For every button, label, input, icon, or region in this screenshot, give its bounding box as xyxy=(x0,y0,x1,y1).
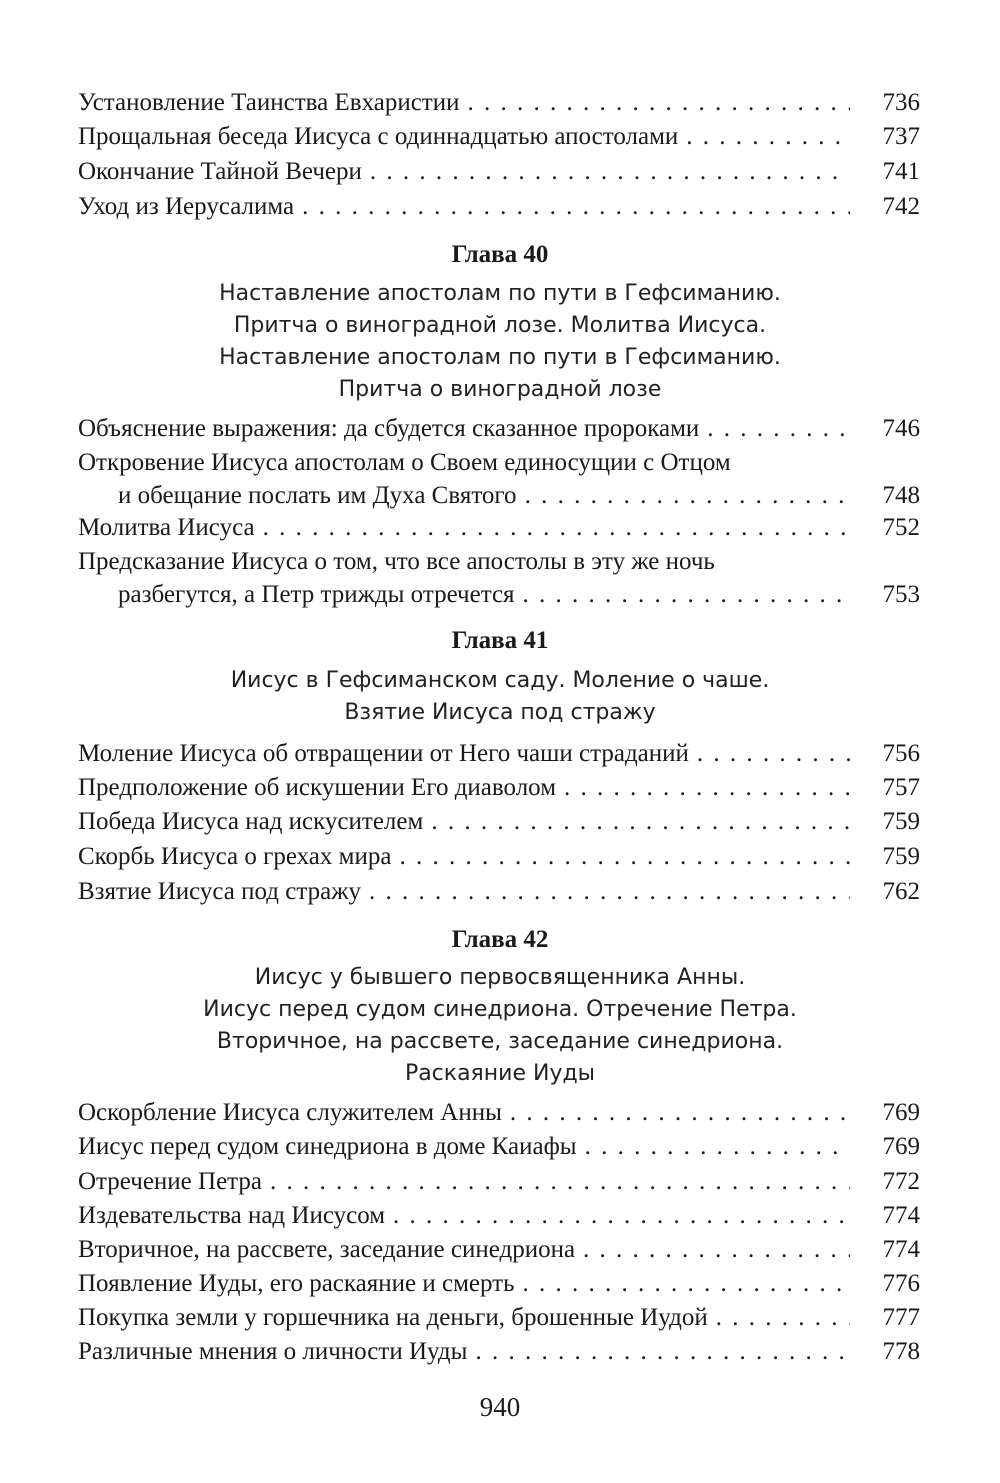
entry-page: 748 xyxy=(882,482,920,509)
entry-title: Молитва Иисуса xyxy=(78,514,255,541)
dot-leader xyxy=(370,155,850,188)
entry-title: Моление Иисуса об отвращении от Него чаши страданий xyxy=(78,740,689,767)
dot-leader xyxy=(583,1233,850,1266)
subtitle-line: Взятие Иисуса под стражу xyxy=(344,700,656,725)
entry-title: Покупка земли у горшечника на деньги, брошенные Иудой xyxy=(78,1304,708,1331)
entry-title: Предположение об искушении Его диаволом xyxy=(78,774,557,801)
toc-entry xyxy=(78,1335,920,1368)
subtitle-line: Иисус у бывшего первосвященника Анны. xyxy=(254,965,746,990)
subtitle-line: Раскаяние Иуды xyxy=(404,1061,596,1086)
entry-page: 736 xyxy=(882,89,920,116)
toc-entry xyxy=(78,155,920,188)
entry-title: разбегутся, а Петр трижды отречется xyxy=(118,581,515,608)
entry-title: Появление Иуды, его раскаяние и смерть xyxy=(78,1270,515,1297)
toc-entry xyxy=(78,120,920,153)
entry-title: Иисус перед судом синедриона в доме Каиафы xyxy=(78,1133,577,1160)
toc-entry xyxy=(78,1130,920,1163)
dot-leader xyxy=(302,190,850,223)
dot-leader xyxy=(523,578,850,611)
entry-page: 769 xyxy=(882,1099,920,1126)
chapter-heading: Глава 41 xyxy=(451,627,549,654)
toc-entry xyxy=(78,190,920,223)
entry-page: 756 xyxy=(882,740,920,767)
entry-page: 759 xyxy=(882,843,920,870)
toc-entry xyxy=(78,1165,920,1198)
subtitle-line: Наставление апостолам по пути в Гефсиманию. xyxy=(219,345,781,370)
entry-title: Окончание Тайной Вечери xyxy=(78,158,362,185)
entry-title-line: Предсказание Иисуса о том, что все апостолы в эту же ночь xyxy=(78,548,715,575)
chapter-heading: Глава 42 xyxy=(451,926,549,953)
toc-entry xyxy=(78,511,920,544)
entry-title: Победа Иисуса над искусителем xyxy=(78,808,424,835)
toc-entry xyxy=(78,412,920,445)
chapter-subtitle xyxy=(0,278,1000,406)
dot-leader xyxy=(393,1199,850,1232)
toc-entry xyxy=(78,771,920,804)
subtitle-line: Притча о виноградной лозе. Молитва Иисуса. xyxy=(233,313,767,338)
entry-page: 759 xyxy=(882,808,920,835)
subtitle-line: Наставление апостолам по пути в Гефсиманию. xyxy=(219,281,781,306)
entry-title: Уход из Иерусалима xyxy=(78,193,295,220)
entry-title: Оскорбление Иисуса служителем Анны xyxy=(78,1099,502,1126)
toc-entry xyxy=(78,1301,920,1334)
entry-page: 762 xyxy=(882,878,920,905)
toc-entry xyxy=(78,875,920,908)
entry-title: Отречение Петра xyxy=(78,1168,263,1195)
toc-entry xyxy=(78,840,920,873)
subtitle-line: Вторичное, на рассвете, заседание синедриона. xyxy=(216,1029,784,1054)
dot-leader xyxy=(510,1096,850,1129)
entry-title: Прощальная беседа Иисуса с одиннадцатью апостолами xyxy=(78,123,679,150)
dot-leader xyxy=(716,1301,850,1334)
entry-page: 753 xyxy=(882,581,920,608)
dot-leader xyxy=(523,1267,851,1300)
dot-leader xyxy=(697,737,850,770)
entry-page: 778 xyxy=(882,1338,920,1365)
dot-leader xyxy=(475,1335,850,1368)
entry-title: Различные мнения о личности Иуды xyxy=(78,1338,468,1365)
toc-entry xyxy=(78,1267,920,1300)
dot-leader xyxy=(564,771,850,804)
entry-page: 737 xyxy=(882,123,920,150)
subtitle-line: Иисус в Гефсиманском саду. Моление о чаше. xyxy=(230,668,770,693)
subtitle-line: Иисус перед судом синедриона. Отречение Петра. xyxy=(203,997,797,1022)
page-number: 940 xyxy=(479,1392,521,1422)
entry-page: 772 xyxy=(882,1168,920,1195)
entry-page: 741 xyxy=(882,158,920,185)
entry-page: 742 xyxy=(882,193,920,220)
entry-page: 757 xyxy=(882,774,920,801)
dot-leader xyxy=(585,1130,850,1163)
toc-entry xyxy=(78,86,920,119)
dot-leader xyxy=(686,120,850,153)
dot-leader xyxy=(369,875,850,908)
toc-entry xyxy=(78,1233,920,1266)
entry-page: 774 xyxy=(882,1202,920,1229)
dot-leader xyxy=(431,805,850,838)
toc-entry xyxy=(78,737,920,770)
dot-leader xyxy=(707,412,850,445)
subtitle-line: Притча о виноградной лозе xyxy=(338,377,662,402)
entry-page: 752 xyxy=(882,514,920,541)
dot-leader xyxy=(270,1165,850,1198)
entry-page: 774 xyxy=(882,1236,920,1263)
entry-title: Установление Таинства Евхаристии xyxy=(78,89,460,116)
dot-leader xyxy=(399,840,850,873)
entry-title: Скорбь Иисуса о грехах мира xyxy=(78,843,392,870)
entry-title: Вторичное, на рассвете, заседание синедриона xyxy=(78,1236,576,1263)
toc-entry xyxy=(78,1096,920,1129)
chapter-subtitle xyxy=(0,962,1000,1090)
dot-leader xyxy=(263,511,850,544)
toc-entry xyxy=(78,446,920,512)
chapter-heading: Глава 40 xyxy=(451,241,549,268)
toc-entry xyxy=(78,805,920,838)
toc-entry xyxy=(78,1199,920,1232)
chapter-subtitle xyxy=(0,665,1000,729)
entry-page: 769 xyxy=(882,1133,920,1160)
entry-title: и обещание послать им Духа Святого xyxy=(118,482,517,509)
toc-entry xyxy=(78,545,920,611)
entry-title: Издевательства над Иисусом xyxy=(78,1202,386,1229)
dot-leader xyxy=(468,86,851,119)
entry-title-line: Откровение Иисуса апостолам о Своем единосущии с Отцом xyxy=(78,449,731,476)
entry-page: 777 xyxy=(882,1304,920,1331)
entry-page: 776 xyxy=(882,1270,920,1297)
dot-leader xyxy=(525,479,850,512)
entry-title: Объяснение выражения: да сбудется сказанное пророками xyxy=(78,415,700,442)
entry-page: 746 xyxy=(882,415,920,442)
entry-title: Взятие Иисуса под стражу xyxy=(78,878,361,905)
